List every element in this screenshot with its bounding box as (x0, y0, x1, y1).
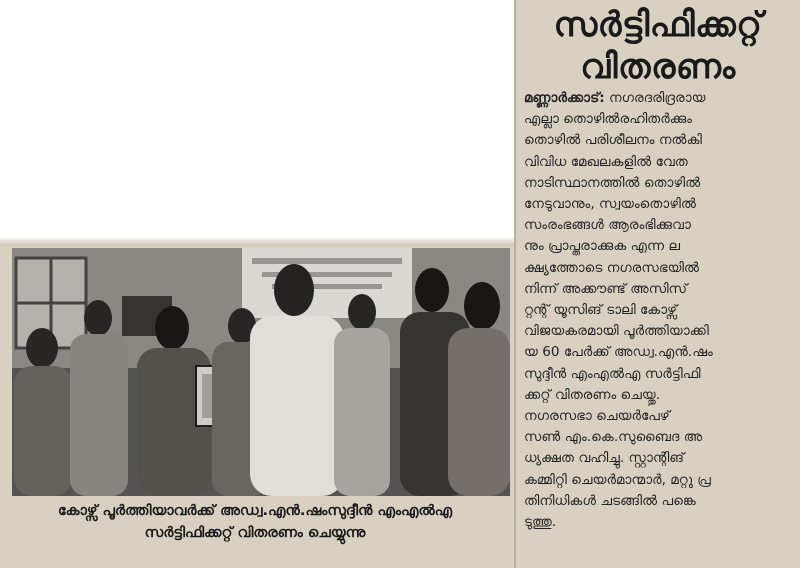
headline-line: സർട്ടിഫിക്കറ്റ് (553, 5, 763, 45)
article-text: നഗരദരിദ്രരായ (604, 90, 706, 106)
headline-line: വിതരണം (580, 47, 736, 87)
article-line: ധ്യക്ഷത വഹിച്ചു. സ്റ്റാന്റിങ് (524, 450, 685, 467)
article-line: ടുത്തു. (524, 514, 557, 531)
column-divider (514, 0, 516, 568)
article-line: യ 60 പേർക്ക് അഡ്വ.എൻ.ഷം (524, 344, 713, 361)
article-line: നും പ്രാപ്തരാക്കുക എന്ന ല (524, 238, 681, 255)
article-line: നിന്ന് അക്കൗണ്ട് അസിസ് (524, 280, 688, 297)
article-line (524, 88, 788, 109)
article-line: എല്ലാ തൊഴിൽരഹിതർക്കും (524, 111, 692, 128)
article-line: തൊഴിൽ പരിശീലനം നൽകി (524, 132, 702, 149)
article-line: സൺ എം.കെ.സുബൈദ അ (524, 429, 703, 446)
article-line: തിനിധികൾ ചടങ്ങിൽ പങ്കെ (524, 492, 696, 509)
blank-area (0, 0, 514, 236)
article-line: വിജയകരമായി പൂർത്തിയാക്കി (524, 323, 709, 340)
caption-line: സർട്ടിഫിക്കറ്റ് വിതരണം ചെയ്യുന്നു (144, 525, 366, 541)
headline (520, 4, 796, 88)
article-line: സുദ്ദീൻ എംഎൽഎ സർട്ടിഫി (524, 365, 701, 382)
article-line: സംരംഭങ്ങൾ ആരംഭിക്കുവാ (524, 217, 691, 234)
torn-edge (0, 232, 514, 246)
article-line: ക്കറ്റ് വിതരണം ചെയ്തു. (524, 386, 661, 403)
photo-caption (0, 500, 510, 544)
article-line: നഗരസഭാ ചെയർപേഴ് (524, 408, 670, 425)
dateline-place: മണ്ണാർക്കാട്: (524, 90, 605, 106)
article-line: നാടിസ്ഥാനത്തിൽ തൊഴിൽ (524, 174, 701, 191)
article-line: നേടുവാനും, സ്വയംതൊഴിൽ (524, 196, 697, 213)
article-line: വിവിധ മേഖലകളിൽ വേത (524, 153, 688, 170)
photo-illustration (12, 248, 510, 496)
caption-line: കോഴ്സ് പൂർത്തിയാവർക്ക് അഡ്വ.എൻ.ഷംസുദ്ദീൻ എംഎൽഎ (57, 503, 453, 519)
news-photo (12, 248, 510, 496)
article-line: റ്റന്റ് യൂസിങ് ടാലി കോഴ്സ് (524, 302, 678, 319)
article-line: ക്ഷ്യത്തോടെ നഗരസഭയിൽ (524, 259, 700, 276)
article-line: കമ്മിറ്റി ചെയർമാന്മാർ, മറ്റു പ്ര (524, 471, 711, 488)
article-body (524, 88, 788, 533)
